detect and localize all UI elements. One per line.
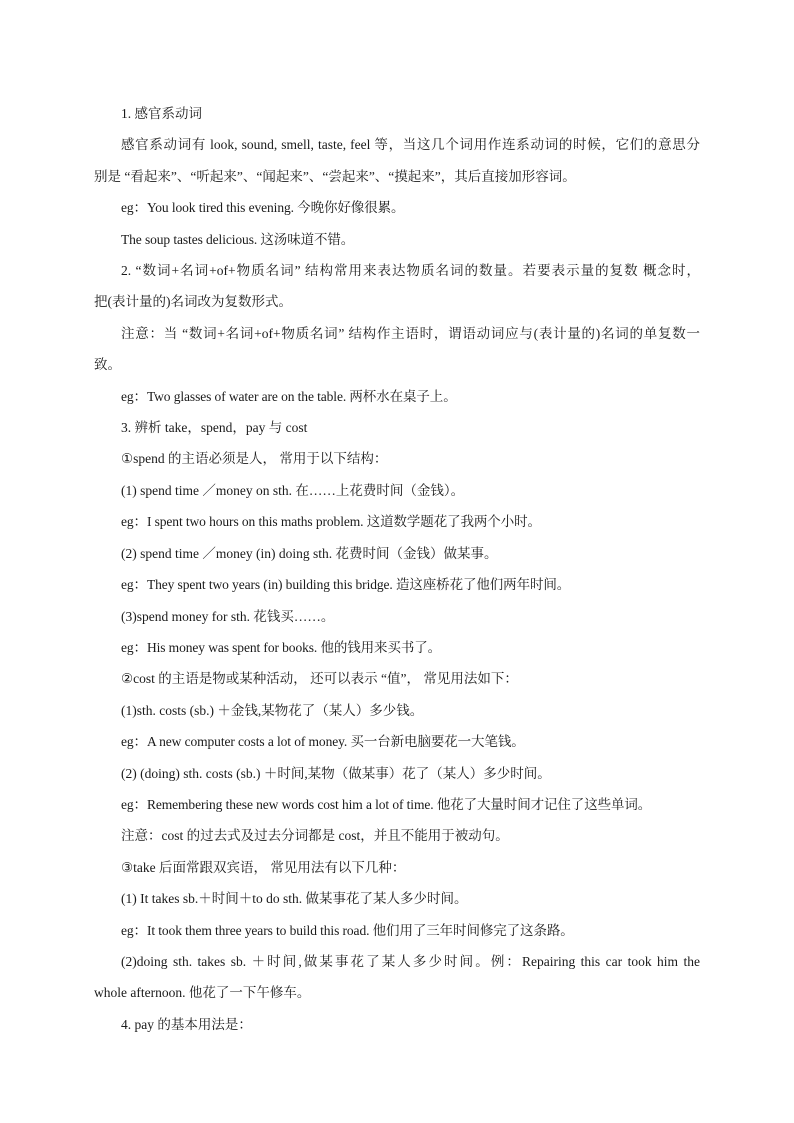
usage-line: (1)sth. costs (sb.) ＋金钱,某物花了（某人）多少钱。 [121,702,424,718]
usage-line: (2) (doing) sth. costs (sb.) ＋时间,某物（做某事）花了（某人）多少时间。 [121,765,551,781]
usage-line: (1) spend time ／money on sth. 在……上花费时间（金钱）。 [121,482,465,498]
section-heading-2: 2. “数词+名词+of+物质名词” 结构常用来表达物质名词的数量。若要表示量的复数 概念时， [121,263,700,279]
paragraph-line: 别是 “看起来”、“听起来”、“闻起来”、“尝起来”、“摸起来”，其后直接加形容词。 [94,168,576,184]
paragraph-line: 感官系动词有 look, sound, smell, taste, feel 等，当这几个词用作连系动词的时候，它们的意思分 [121,137,700,153]
example-line: eg：You look tired this evening. 今晚你好像很累。 [121,200,405,216]
usage-line: (3)spend money for sth. 花钱买……。 [121,608,335,624]
example-line: eg：His money was spent for books. 他的钱用来买书了。 [121,639,442,655]
example-line: eg：It took them three years to build this road. 他们用了三年时间修完了这条路。 [121,922,574,938]
section-heading-4: 4. pay 的基本用法是： [121,1016,252,1032]
paragraph-line: 把(表计量的)名词改为复数形式。 [94,294,292,310]
usage-line: (2)doing sth. takes sb. ＋时间,做某事花了某人多少时间。例：Repairing this car took him the [121,953,700,969]
example-line: eg：Remembering these new words cost him a lot of time. 他花了大量时间才记住了这些单词。 [121,796,652,812]
subsection-heading-cost: ②cost 的主语是物或某种活动， 还可以表示 “值”， 常见用法如下： [121,671,518,687]
example-line: eg：They spent two years (in) building this bridge. 造这座桥花了他们两年时间。 [121,577,571,593]
subsection-heading-take: ③take 后面常跟双宾语， 常见用法有以下几种： [121,859,406,875]
subsection-heading-spend: ①spend 的主语必须是人， 常用于以下结构： [121,451,388,467]
section-heading-1: 1. 感官系动词 [121,106,202,121]
usage-line: (1) It takes sb.＋时间＋to do sth. 做某事花了某人多少时间。 [121,891,468,907]
section-heading-3: 3. 辨析 take，spend，pay 与 cost [121,420,308,436]
document-body [94,98,700,1040]
example-line: The soup tastes delicious. 这汤味道不错。 [121,231,355,247]
paragraph-line: 致。 [94,357,121,373]
example-line: eg：I spent two hours on this maths problem. 这道数学题花了我两个小时。 [121,514,541,530]
example-line: eg：Two glasses of water are on the table. 两杯水在桌子上。 [121,388,457,404]
usage-line: (2) spend time ／money (in) doing sth. 花费时间（金钱）做某事。 [121,545,498,561]
example-line: eg：A new computer costs a lot of money. 买一台新电脑要花一大笔钱。 [121,734,525,750]
note-line: 注意：cost 的过去式及过去分词都是 cost，并且不能用于被动句。 [121,828,509,844]
note-line: 注意：当 “数词+名词+of+物质名词” 结构作主语时，谓语动词应与(表计量的)名词的单复数一 [121,325,700,341]
paragraph-line: whole afternoon. 他花了一下午修车。 [94,985,311,1001]
